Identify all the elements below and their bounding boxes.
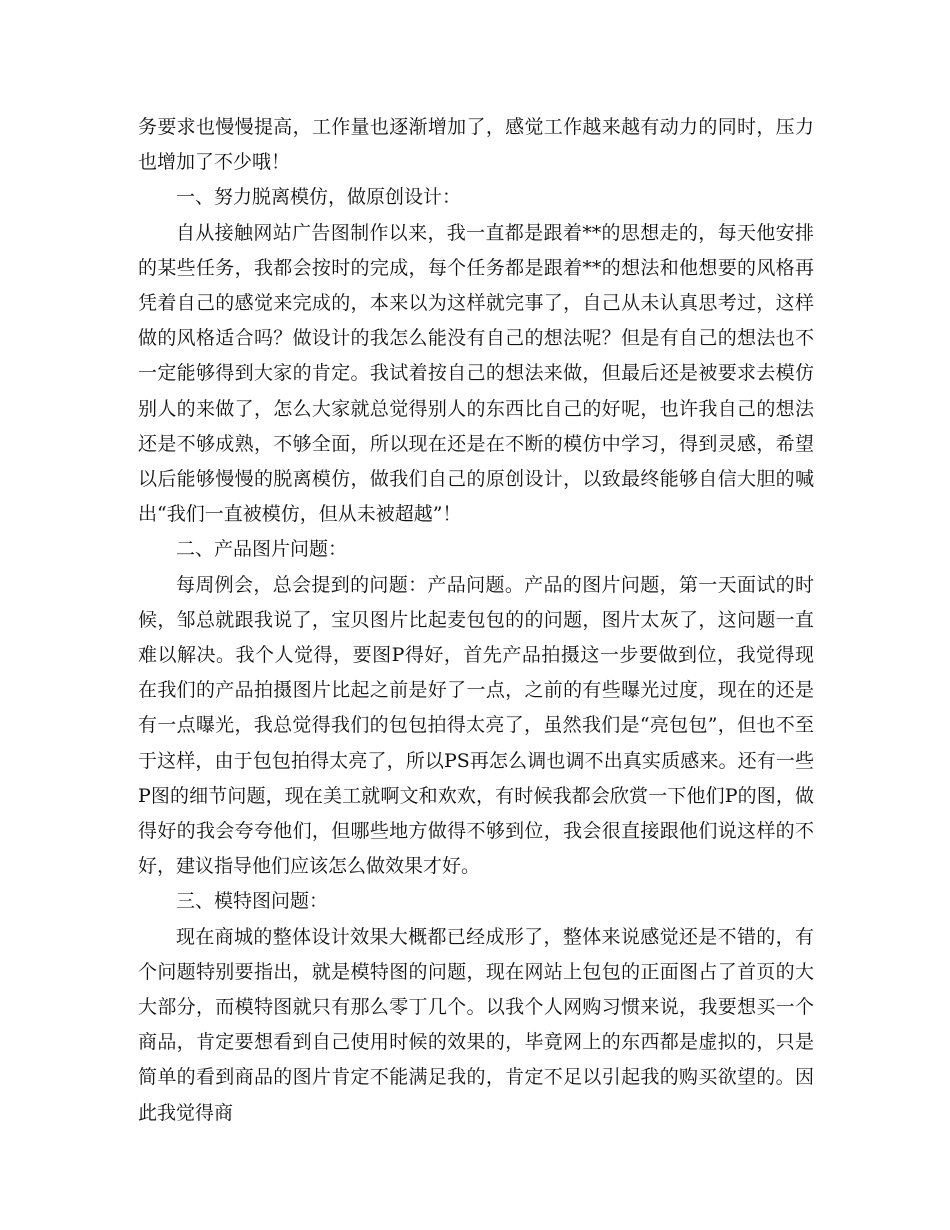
paragraph-original-design: 自从接触网站广告图制作以来，我一直都是跟着**的思想走的，每天他安排的某些任务，我都会按时的完成，每个任务都是跟着**的想法和他想要的风格再凭着自己的感觉来完成的，本来以为这样就完事了，自己从未认真思考过，这样做的风格适合吗？做设计的我怎么能没有自己的想法呢？但是有自己的想法也不一定能够得到大家的肯定。我试着按自己的想法来做，但最后还是被要求去模仿别人的来做了，怎么大家就总觉得别人的东西比自己的好呢，也许我自己的想法还是不够成熟，不够全面，所以现在还是在不断的模仿中学习，得到灵感，希望以后能够慢慢的脱离模仿，做我们自己的原创设计，以致最终能够自信大胆的喊出“我们一直被模仿，但从未被超越”！ bbox=[138, 221, 814, 526]
paragraph-model-images: 现在商城的整体设计效果大概都已经成形了，整体来说感觉还是不错的，有个问题特别要指出，就是模特图的问题，现在网站上包包的正面图占了首页的大大部分，而模特图就只有那么零丁几个。以我个人网购习惯来说，我要想买一个商品，肯定要想看到自己使用时候的效果的，毕竟网上的东西都是虚拟的，只是简单的看到商品的图片肯定不能满足我的，肯定不足以引起我的购买欲望的。因此我觉得商 bbox=[138, 925, 814, 1124]
paragraph-product-images: 每周例会，总会提到的问题：产品问题。产品的图片问题，第一天面试的时候，邹总就跟我说了，宝贝图片比起麦包包的的问题，图片太灰了，这问题一直难以解决。我个人觉得，要图P得好，首先产品拍摄这一步要做到位，我觉得现在我们的产品拍摄图片比起之前是好了一点，之前的有些曝光过度，现在的还是有一点曝光，我总觉得我们的包包拍得太亮了，虽然我们是“亮包包”，但也不至于这样，由于包包拍得太亮了，所以PS再怎么调也调不出真实质感来。还有一些P图的细节问题，现在美工就啊文和欢欢，有时候我都会欣赏一下他们P的图，做得好的我会夸夸他们，但哪些地方做得不够到位，我会很直接跟他们说这样的不好，建议指导他们应该怎么做效果才好。 bbox=[138, 573, 814, 878]
section-heading-1: 一、努力脱离模仿，做原创设计： bbox=[176, 186, 462, 209]
section-heading-3: 三、模特图问题： bbox=[176, 890, 329, 913]
section-heading-2: 二、产品图片问题： bbox=[176, 538, 348, 561]
paragraph-continuation: 务要求也慢慢提高，工作量也逐渐增加了，感觉工作越来越有动力的同时，压力也增加了不少哦！ bbox=[138, 116, 814, 174]
document-body bbox=[138, 110, 814, 1131]
